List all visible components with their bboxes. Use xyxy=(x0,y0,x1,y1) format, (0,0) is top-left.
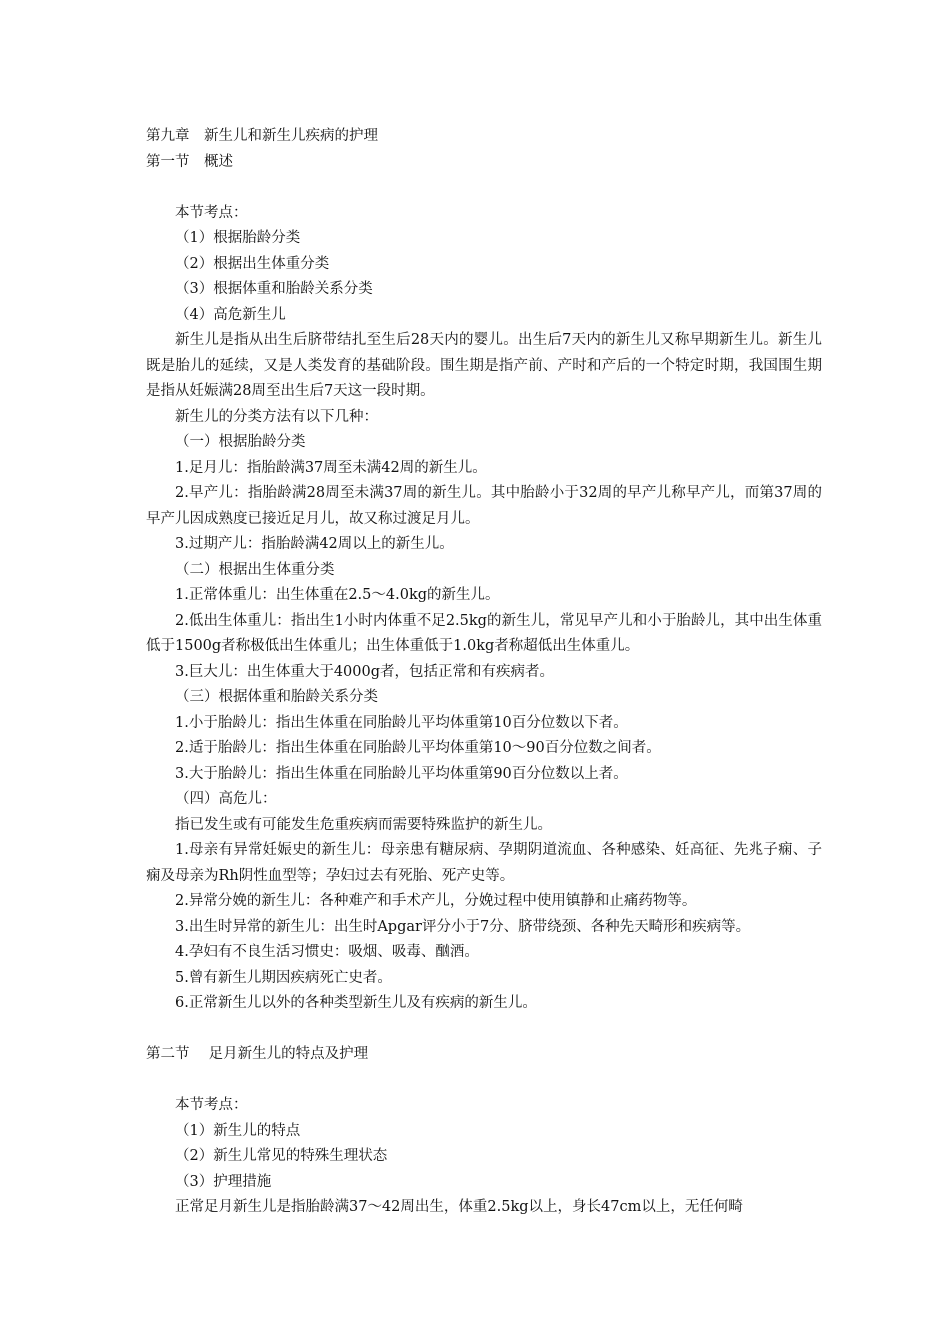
group-intro: 指已发生或有可能发生危重疾病而需要特殊监护的新生儿。 xyxy=(175,816,552,833)
list-item: 2.早产儿：指胎龄满28周至未满37周的新生儿。其中胎龄小于32周的早产儿称早产儿，而第37周的早产儿因成熟度已接近足月儿，故又称过渡足月儿。 xyxy=(146,485,822,527)
list-item: 2.低出生体重儿：指出生1小时内体重不足2.5kg的新生儿，常见早产儿和小于胎龄儿，其中出生体重低于1500g者称极低出生体重儿；出生体重低于1.0kg者称超低出生体重儿。 xyxy=(146,612,822,654)
group-heading: （四）高危儿： xyxy=(175,791,277,807)
list-item: 1.足月儿：指胎龄满37周至未满42周的新生儿。 xyxy=(175,459,487,476)
keypoint: （1）根据胎龄分类 xyxy=(175,230,301,246)
keypoint: （3）根据体重和胎龄关系分类 xyxy=(175,281,373,297)
list-item: 1.母亲有异常妊娠史的新生儿：母亲患有糖尿病、孕期阴道流血、各种感染、妊高征、先兆子痫、子痫及母亲为Rh阴性血型等；孕妇过去有死胎、死产史等。 xyxy=(146,842,822,884)
keypoint: （2）新生儿常见的特殊生理状态 xyxy=(175,1148,388,1164)
keypoint: （1）新生儿的特点 xyxy=(175,1122,301,1139)
list-item: 5.曾有新生儿期因疾病死亡史者。 xyxy=(175,969,392,986)
list-item: 3.出生时异常的新生儿：出生时Apgar评分小于7分、脐带绕颈、各种先天畸形和疾病等。 xyxy=(175,918,751,935)
list-item: 1.正常体重儿：出生体重在2.5～4.0kg的新生儿。 xyxy=(175,587,500,603)
group-heading: （三）根据体重和胎龄关系分类 xyxy=(175,689,378,705)
list-item: 1.小于胎龄儿：指出生体重在同胎龄儿平均体重第10百分位数以下者。 xyxy=(175,714,628,731)
list-item: 2.适于胎龄儿：指出生体重在同胎龄儿平均体重第10～90百分位数之间者。 xyxy=(175,740,661,756)
chapter-title: 第九章 新生儿和新生儿疾病的护理 xyxy=(146,128,378,144)
keypoint: （4）高危新生儿 xyxy=(175,306,286,323)
section-2-intro-paragraph: 正常足月新生儿是指胎龄满37～42周出生，体重2.5kg以上，身长47cm以上，无任何畸 xyxy=(175,1199,743,1215)
keypoint: （2）根据出生体重分类 xyxy=(175,255,330,272)
list-item: 2.异常分娩的新生儿：各种难产和手术产儿，分娩过程中使用镇静和止痛药物等。 xyxy=(175,893,697,909)
section-2-title: 第二节 足月新生儿的特点及护理 xyxy=(146,1046,369,1062)
document-page xyxy=(146,124,822,1221)
list-item: 6.正常新生儿以外的各种类型新生儿及有疾病的新生儿。 xyxy=(175,995,537,1011)
group-heading: （二）根据出生体重分类 xyxy=(175,561,335,578)
section-2-keypoints-label: 本节考点： xyxy=(175,1097,248,1113)
list-item: 3.巨大儿：出生体重大于4000g者，包括正常和有疾病者。 xyxy=(175,663,555,680)
section-1-title: 第一节 概述 xyxy=(146,153,233,170)
section-1-keypoints-label: 本节考点： xyxy=(175,204,248,221)
group-heading: （一）根据胎龄分类 xyxy=(175,434,306,450)
list-item: 3.大于胎龄儿：指出生体重在同胎龄儿平均体重第90百分位数以上者。 xyxy=(175,765,628,782)
list-item: 4.孕妇有不良生活习惯史：吸烟、吸毒、酗酒。 xyxy=(175,944,479,960)
keypoint: （3）护理措施 xyxy=(175,1173,272,1190)
list-item: 3.过期产儿：指胎龄满42周以上的新生儿。 xyxy=(175,536,454,552)
section-1-intro-paragraph: 新生儿是指从出生后脐带结扎至生后28天内的婴儿。出生后7天内的新生儿又称早期新生儿。新生儿既是胎儿的延续，又是人类发育的基础阶段。围生期是指产前、产时和产后的一个特定时期，我国围生期是指从妊娠满28周至出生后7天这一段时期。 xyxy=(146,332,822,399)
classification-intro: 新生儿的分类方法有以下几种： xyxy=(175,408,378,425)
